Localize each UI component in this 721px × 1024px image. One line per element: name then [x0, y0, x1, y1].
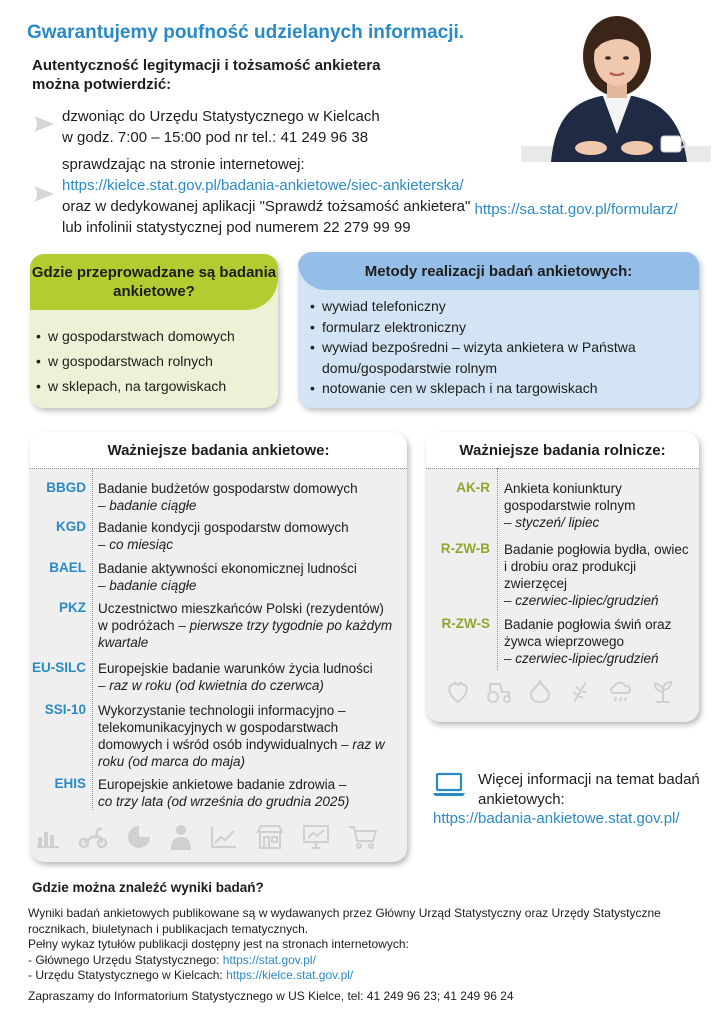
phone-line-2: w godz. 7:00 – 15:00 pod nr tel.: 41 249 96 38: [62, 129, 369, 146]
cart-icon: [348, 824, 378, 850]
survey-description: Badanie pogłowia bydła, owiec i drobiu oraz produkcji zwierzęcej – czerwiec-lipiec/grudzień: [504, 542, 689, 608]
methods-panel-title: Metody realizacji badań ankietowych:: [298, 252, 699, 290]
line-chart-icon: [210, 825, 238, 849]
where-panel-title: Gdzie przeprowadzane są badania ankietowe?: [30, 254, 278, 310]
shop-icon: [256, 824, 284, 850]
survey-code: BAEL: [49, 560, 86, 575]
wheat-icon: [568, 678, 592, 704]
more-info-text: Więcej informacji na temat badań ankietowych:: [478, 771, 700, 808]
onion-icon: [528, 678, 552, 704]
bar-chart-icon: [36, 825, 60, 849]
survey-code: R-ZW-S: [441, 616, 490, 631]
web-info: [62, 154, 712, 238]
results-line: - Głównego Urzędu Statystycznego: https://stat.gov.pl/: [28, 952, 316, 967]
laptop-icon: [432, 772, 466, 798]
verification-page-link[interactable]: https://kielce.stat.gov.pl/badania-ankietowe/siec-ankieterska/: [62, 177, 464, 194]
where-panel: [30, 254, 278, 408]
survey-code: EHIS: [54, 776, 86, 791]
methods-list: [298, 290, 699, 399]
scooter-icon: [78, 825, 108, 849]
strawberry-icon: [446, 678, 470, 704]
survey-code: BBGD: [46, 480, 86, 495]
results-line: rocznikach, biuletynach i publikacjach tematycznych.: [28, 921, 309, 936]
pie-chart-icon: [126, 824, 152, 850]
list-item: • notowanie cen w sklepach i na targowiskach: [308, 378, 689, 399]
survey-description: Wykorzystanie technologii informacyjno – telekomunikacyjnych w gospodarstwach domowych i wśród osób indywidualnych – raz w roku (od marca do maja): [98, 703, 385, 769]
survey-description: Europejskie ankietowe badanie zdrowia – co trzy lata (od września do grudnia 2025): [98, 777, 350, 809]
survey-code: PKZ: [59, 600, 86, 615]
surveyor-photo: [521, 10, 711, 162]
list-item: • formularz elektroniczny: [308, 317, 689, 338]
survey-description: Badanie kondycji gospodarstw domowych – co miesiąc: [98, 520, 349, 552]
surveys-panel-title: Ważniejsze badania ankietowe:: [30, 432, 407, 468]
phone-info: [62, 106, 380, 148]
methods-panel: [298, 252, 699, 408]
survey-code: KGD: [56, 519, 86, 534]
survey-description: Badanie pogłowia świń oraz żywca wieprzowego – czerwiec-lipiec/grudzień: [504, 617, 672, 666]
surveys-website-link[interactable]: https://badania-ankietowe.stat.gov.pl/: [433, 810, 680, 827]
results-text: [28, 906, 708, 1004]
survey-code: R-ZW-B: [440, 541, 490, 556]
app-line: oraz w dedykowanej aplikacji "Sprawdź tożsamość ankietera": [62, 198, 471, 215]
divider: [426, 468, 699, 469]
divider: [92, 468, 93, 810]
agri-icons: [446, 678, 676, 704]
list-item: • w gospodarstwach rolnych: [34, 349, 278, 374]
survey-description: Europejskie badanie warunków życia ludności – raz w roku (od kwietnia do czerwca): [98, 661, 373, 693]
surveys-icons: [36, 824, 378, 850]
web-line-1: sprawdzając na stronie internetowej:: [62, 156, 305, 173]
survey-code: AK-R: [456, 480, 490, 495]
survey-description: Ankieta koniunktury gospodarstwie rolnym – styczeń/ lipiec: [504, 481, 636, 530]
results-title: Gdzie można znaleźć wyniki badań?: [32, 880, 264, 895]
monitor-icon: [302, 824, 330, 850]
list-item: • w gospodarstwach domowych: [34, 324, 278, 349]
us-kielce-link[interactable]: https://kielce.stat.gov.pl/: [226, 968, 354, 982]
person-icon: [170, 824, 192, 850]
survey-code: SSI-10: [44, 702, 86, 717]
list-item: • wywiad bezpośredni – wizyta ankietera w Państwa domu/gospodarstwie rolnym: [308, 337, 648, 378]
survey-description: Badanie aktywności ekonomicznej ludności – badanie ciągłe: [98, 561, 357, 593]
rain-cloud-icon: [608, 678, 634, 704]
survey-code: EU-SILC: [32, 660, 86, 675]
list-item: • w sklepach, na targowiskach: [34, 374, 278, 399]
tractor-icon: [486, 678, 512, 704]
survey-description: Uczestnictwo mieszkańców Polski (rezydentów) w podróżach – pierwsze trzy tygodnie po każdym kwartale: [98, 601, 393, 650]
bullet-arrow-icon: [32, 112, 56, 136]
results-line: Pełny wykaz tytułów publikacji dostępny jest na stronach internetowych:: [28, 937, 409, 951]
divider: [497, 468, 498, 670]
agri-panel-title: Ważniejsze badania rolnicze:: [426, 432, 699, 468]
results-line: Wyniki badań ankietowych publikowane są w wydawanych przez Główny Urząd Statystyczny oraz Urzędy Statystyczne: [28, 906, 661, 920]
results-line: - Urzędu Statystycznego w Kielcach: https://kielce.stat.gov.pl/: [28, 968, 354, 982]
bullet-arrow-icon: [32, 182, 56, 206]
closing-line: Zapraszamy do Informatorium Statystycznego w US Kielce, tel: 41 249 96 23; 41 249 96 24: [28, 988, 514, 1003]
verification-subtitle: Autentyczność legitymacji i tożsamość ankietera można potwierdzić:: [32, 57, 381, 93]
list-item: • wywiad telefoniczny: [308, 296, 689, 317]
plant-icon: [650, 678, 676, 704]
infoline-text: lub infolinii statystycznej pod numerem 22 279 99 99: [62, 219, 411, 236]
page-title: Gwarantujemy poufność udzielanych informacji.: [27, 22, 465, 43]
phone-line-1: dzwoniąc do Urzędu Statystycznego w Kielcach: [62, 108, 380, 125]
gus-link[interactable]: https://stat.gov.pl/: [222, 952, 316, 967]
app-form-link[interactable]: https://sa.stat.gov.pl/formularz/: [474, 201, 678, 218]
where-list: [30, 310, 278, 399]
survey-description: Badanie budżetów gospodarstw domowych – badanie ciągłe: [98, 481, 358, 513]
divider: [30, 468, 407, 469]
